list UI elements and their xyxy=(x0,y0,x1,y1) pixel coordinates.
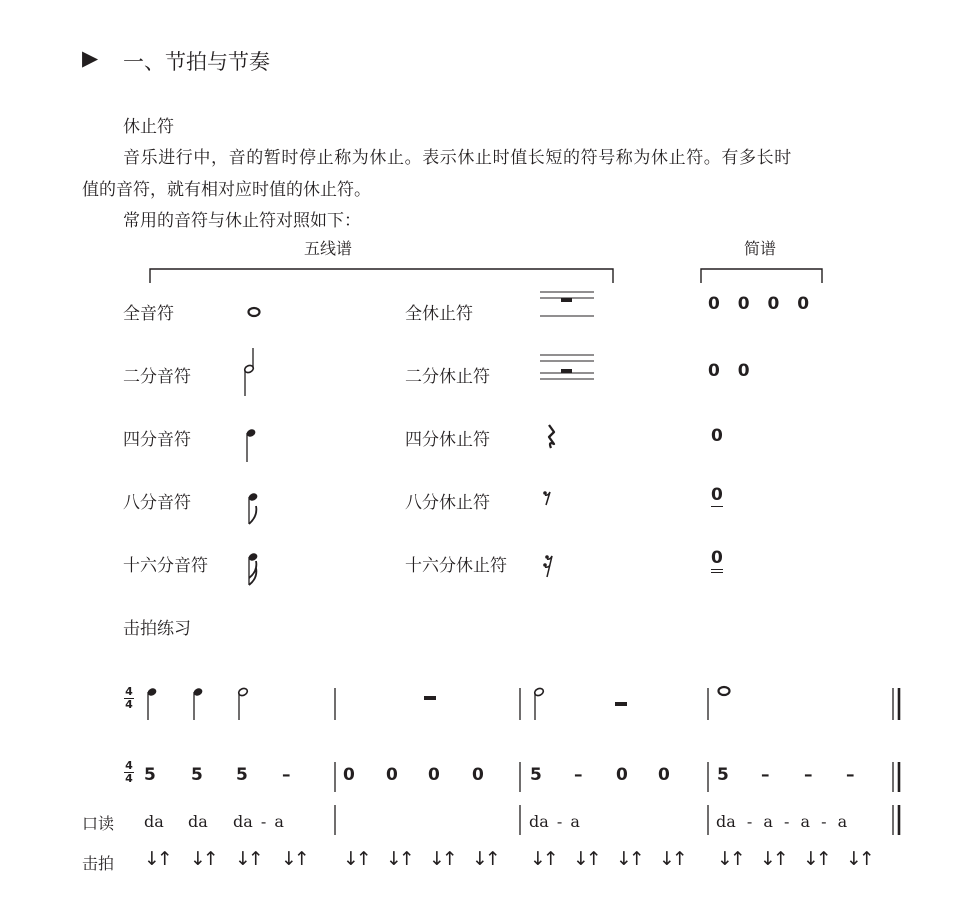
sixteenth-rest-icon xyxy=(543,555,552,577)
read-m1-1: da xyxy=(144,812,164,831)
paragraph-line-3: 常用的音符与休止符对照如下： xyxy=(123,211,361,231)
note-name-whole: 全音符 xyxy=(123,304,174,324)
beat-arrow-3-4: ↓↑ xyxy=(659,848,685,870)
rest-name-quarter: 四分休止符 xyxy=(405,430,490,450)
jp-m4-4: – xyxy=(846,765,855,785)
read-m4: da - a - a - a xyxy=(716,812,848,831)
jianpu-whole-rest: 0 0 0 0 xyxy=(708,294,810,314)
rest-name-sixteenth: 十六分休止符 xyxy=(405,556,507,576)
beat-arrow-2-3: ↓↑ xyxy=(429,848,455,870)
jp-m1-4: – xyxy=(282,765,291,785)
beat-arrow-3-3: ↓↑ xyxy=(616,848,642,870)
note-name-sixteenth: 十六分音符 xyxy=(123,556,208,576)
time-sig-top: 4 xyxy=(125,685,133,698)
beat-arrow-2-2: ↓↑ xyxy=(386,848,412,870)
jianpu-sixteenth-digit: 0 xyxy=(711,548,723,568)
jianpu-quarter-rest: 0 xyxy=(711,426,723,446)
jp-m1-2: 5 xyxy=(191,765,203,785)
paragraph-line-1: 音乐进行中，音的暂时停止称为休止。表示休止时值长短的符号称为休止符。有多长时 xyxy=(123,148,792,168)
jianpu-eighth-digit: 0 xyxy=(711,485,723,505)
rest-heading: 休止符 xyxy=(123,117,174,137)
staff-header: 五线谱 xyxy=(304,239,353,258)
jp-m4-2: – xyxy=(761,765,770,785)
eighth-rest-icon xyxy=(543,491,550,505)
sixteenth-note-icon xyxy=(247,552,258,585)
beat-arrow-4-4: ↓↑ xyxy=(846,848,872,870)
read-m1-2: da xyxy=(188,812,208,831)
quarter-note-icon xyxy=(245,428,256,462)
rhythm-staff xyxy=(146,687,899,720)
beat-arrow-4-1: ↓↑ xyxy=(717,848,743,870)
beat-arrow-2-4: ↓↑ xyxy=(472,848,498,870)
beat-arrow-4-3: ↓↑ xyxy=(803,848,829,870)
reading-label: 口读 xyxy=(82,814,115,833)
jianpu-header: 简谱 xyxy=(744,239,777,258)
note-name-eighth: 八分音符 xyxy=(123,493,191,513)
rest-name-eighth: 八分休止符 xyxy=(405,493,490,513)
exercise-heading: 击拍练习 xyxy=(123,619,191,639)
jp-m3-4: 0 xyxy=(658,765,670,785)
beat-arrow-1-1: ↓↑ xyxy=(144,848,170,870)
time-sig-bottom-2: 4 xyxy=(125,772,133,785)
jianpu-half-rest: 0 0 xyxy=(708,361,750,381)
beat-arrow-1-3: ↓↑ xyxy=(235,848,261,870)
beat-arrow-4-2: ↓↑ xyxy=(760,848,786,870)
rest-name-whole: 全休止符 xyxy=(405,304,473,324)
jianpu-bracket xyxy=(701,269,822,283)
time-sig-bottom: 4 xyxy=(125,698,133,711)
jianpu-barlines xyxy=(335,762,899,792)
rest-name-half: 二分休止符 xyxy=(405,367,490,387)
whole-rest-icon xyxy=(540,292,594,316)
jp-m1-1: 5 xyxy=(144,765,156,785)
jp-m2-1: 0 xyxy=(343,765,355,785)
eighth-note-icon xyxy=(247,492,258,524)
read-m3: da - a xyxy=(529,812,580,831)
whole-note-icon xyxy=(249,308,260,316)
jp-m3-3: 0 xyxy=(616,765,628,785)
beat-arrow-2-1: ↓↑ xyxy=(343,848,369,870)
beat-arrow-3-1: ↓↑ xyxy=(530,848,556,870)
paragraph-line-2: 值的音符，就有相对应时值的休止符。 xyxy=(82,180,371,200)
reading-barlines xyxy=(335,805,899,835)
jp-m4-3: – xyxy=(804,765,813,785)
quarter-rest-icon xyxy=(549,425,554,448)
note-name-quarter: 四分音符 xyxy=(123,430,191,450)
beat-arrow-1-4: ↓↑ xyxy=(281,848,307,870)
beat-arrow-3-2: ↓↑ xyxy=(573,848,599,870)
staff-bracket xyxy=(150,269,613,283)
beat-label: 击拍 xyxy=(82,854,115,873)
section-title: 一、节拍与节奏 xyxy=(123,50,270,74)
jp-m3-2: – xyxy=(574,765,583,785)
jp-m2-3: 0 xyxy=(428,765,440,785)
jp-m4-1: 5 xyxy=(717,765,729,785)
section-marker: ▶ xyxy=(82,46,99,70)
half-rest-icon xyxy=(540,355,594,379)
jp-m2-4: 0 xyxy=(472,765,484,785)
jp-m2-2: 0 xyxy=(386,765,398,785)
half-note-icon xyxy=(244,348,255,396)
note-name-half: 二分音符 xyxy=(123,367,191,387)
beat-arrow-1-2: ↓↑ xyxy=(190,848,216,870)
jp-m1-3: 5 xyxy=(236,765,248,785)
time-sig-top-2: 4 xyxy=(125,759,133,772)
read-m1-3: da - a xyxy=(233,812,284,831)
jp-m3-1: 5 xyxy=(530,765,542,785)
